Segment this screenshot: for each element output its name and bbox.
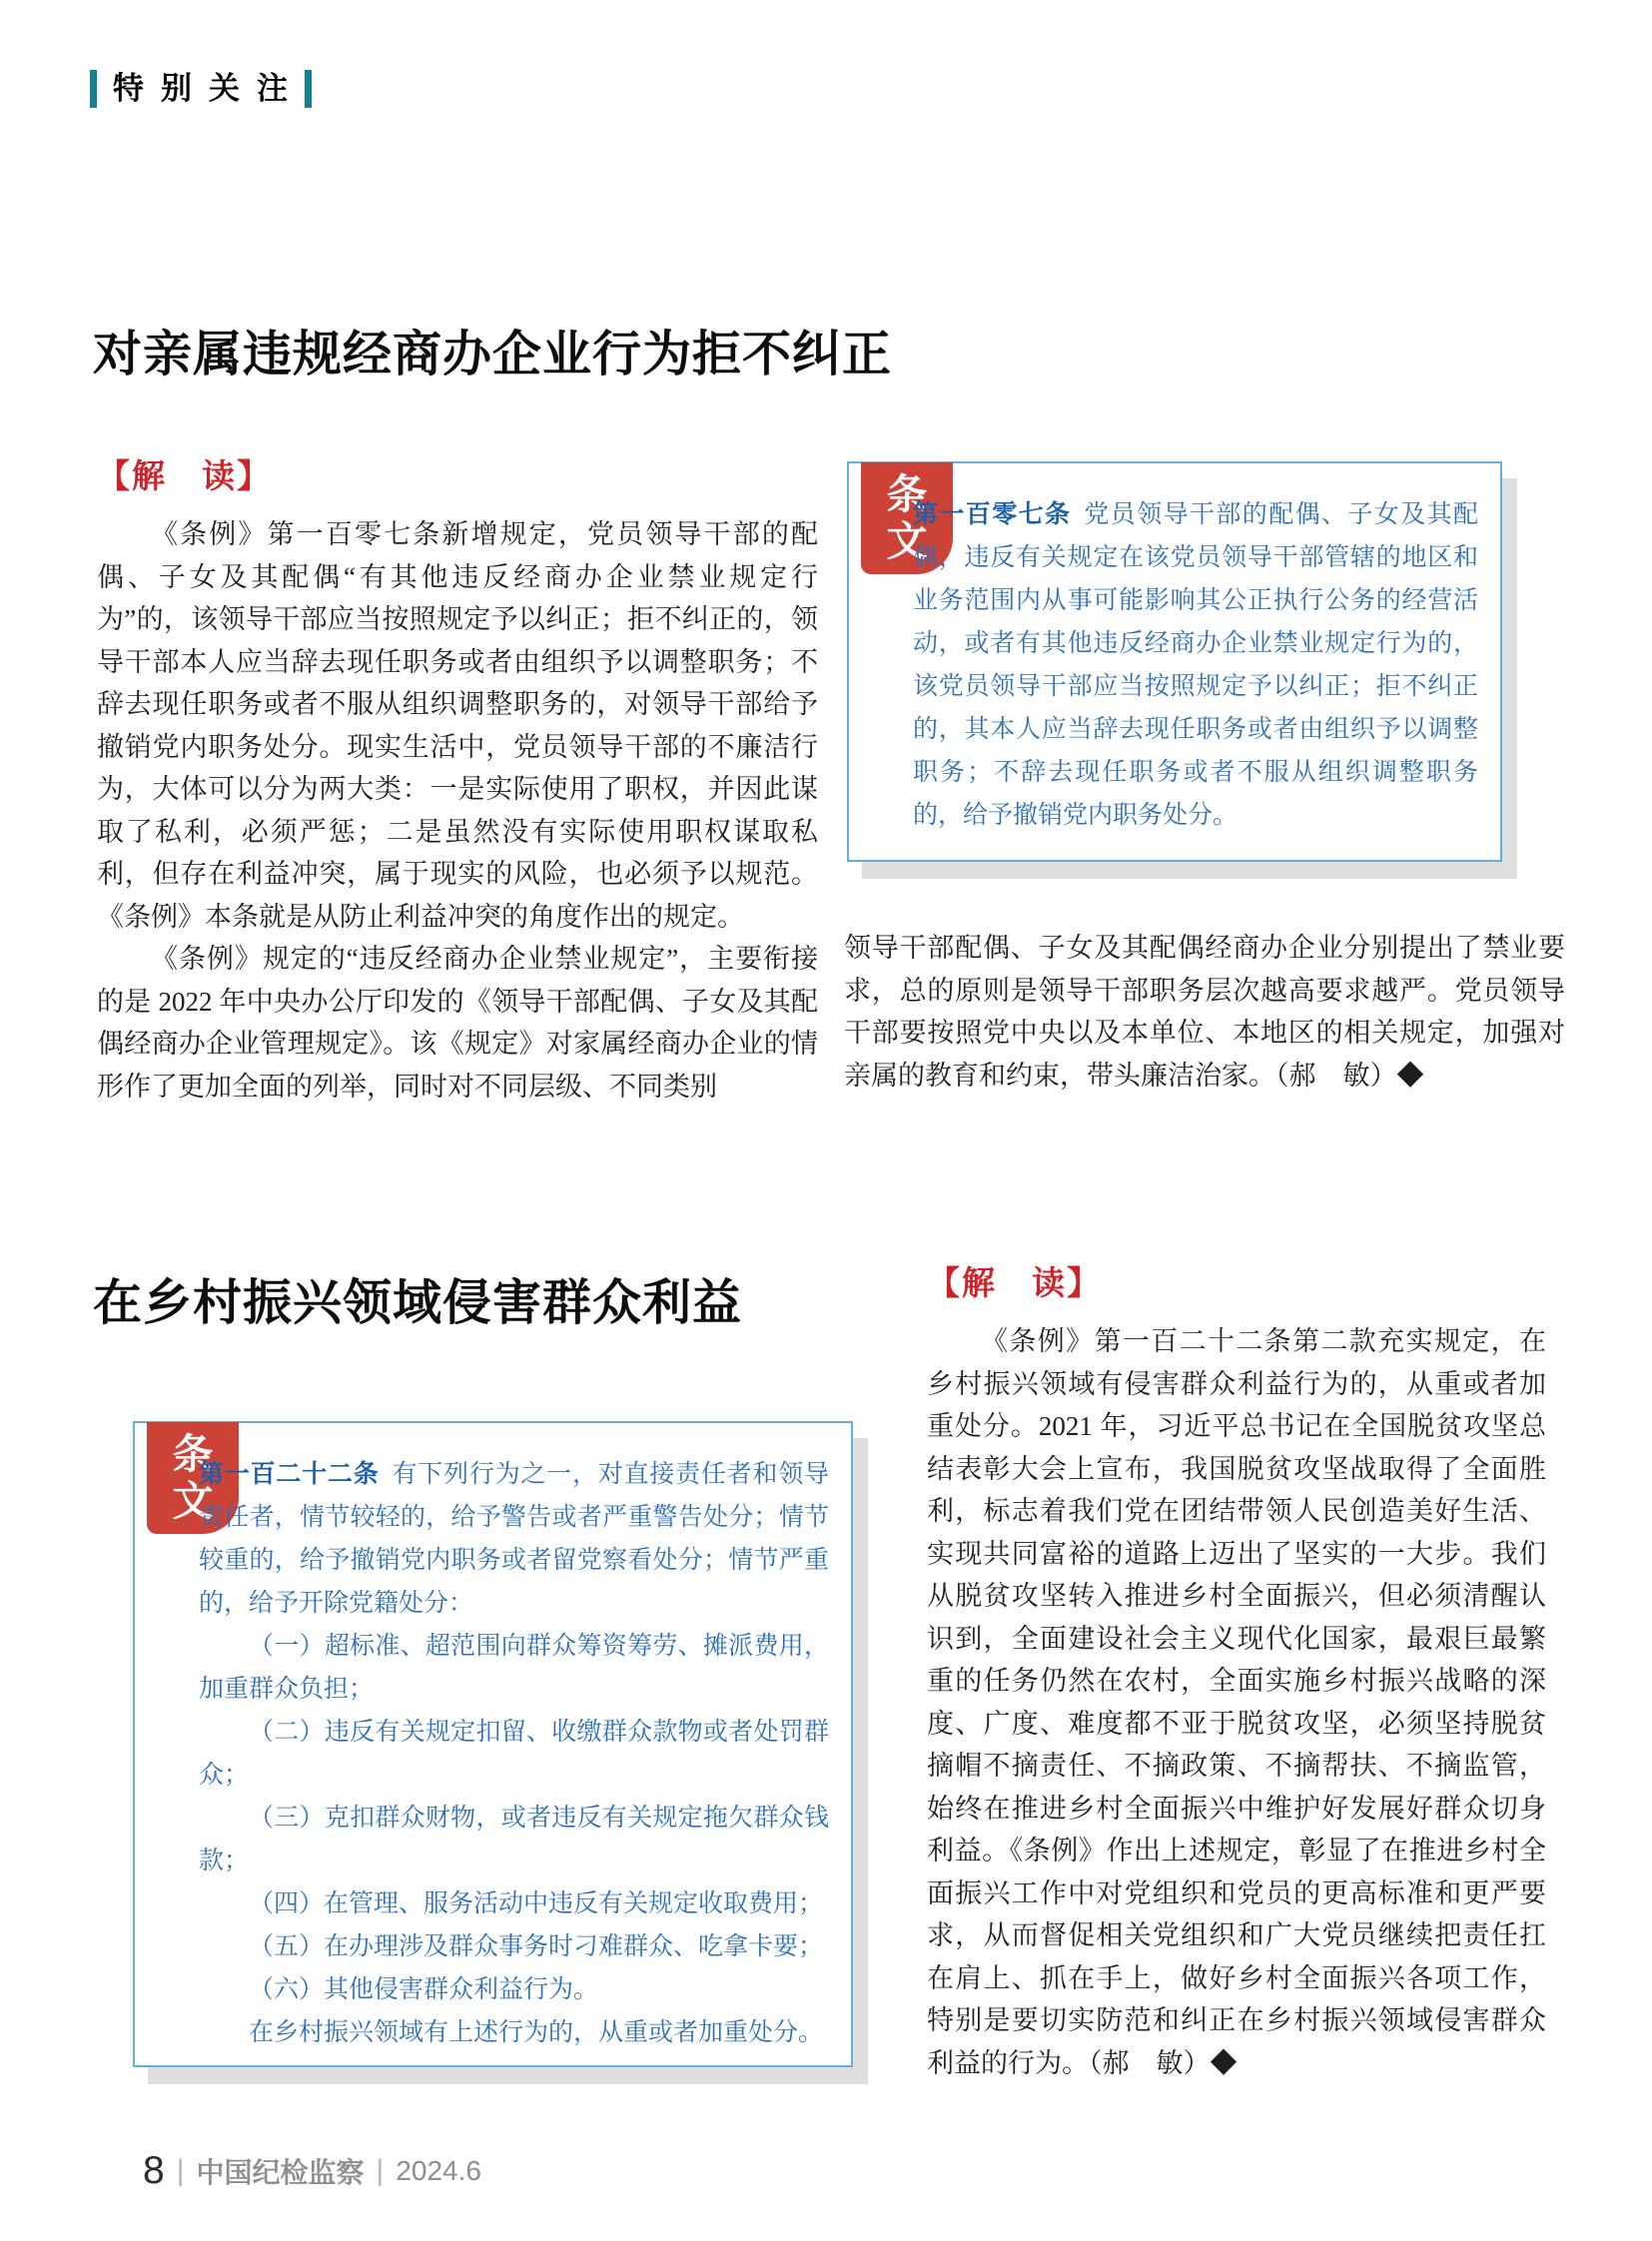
section1-left-column	[97, 457, 818, 1108]
section1-article-body: 党员领导干部的配偶、子女及其配偶，违反有关规定在该党员领导干部管辖的地区和业务范围内从事可能影响其公正执行公务的经营活动，或者有其他违反经商办企业禁业规定行为的，该党员领导干部应当按照规定予以纠正；拒不纠正的，其本人应当辞去现任职务或者由组织予以调整职务；不辞去现任职务或者不服从组织调整职务的，给予撤销党内职务处分。	[913, 500, 1478, 829]
section1-paragraph-1: 《条例》第一百零七条新增规定，党员领导干部的配偶、子女及其配偶“有其他违反经商办企业禁业规定行为”的，该领导干部应当按照规定予以纠正；拒不纠正的，领导干部本人应当辞去现任职务或者由组织予以调整职务；不辞去现任职务或者不服从组织调整职务的，对领导干部给予撤销党内职务处分。现实生活中，党员领导干部的不廉洁行为，大体可以分为两大类：一是实际使用了职权，并因此谋取了私利，必须严惩；二是虽然没有实际使用职权谋取私利，但存在利益冲突，属于现实的风险，也必须予以规范。《条例》本条就是从防止利益冲突的角度作出的规定。	[97, 519, 818, 932]
section2-article-item: （五）在办理涉及群众事务时刁难群众、吃拿卡要；	[249, 1932, 824, 1960]
article-tab-char-2: 文	[886, 518, 928, 564]
page-footer	[143, 2149, 481, 2193]
section2-article-item: （三）克扣群众财物，或者违反有关规定拖欠群众钱款；	[199, 1804, 829, 1874]
section1-article-number: 第一百零七条	[913, 500, 1072, 528]
section2-article-item: （四）在管理、服务活动中违反有关规定收取费用；	[249, 1889, 824, 1917]
page-number: 8	[143, 2149, 165, 2192]
section1-article-box	[847, 461, 1502, 862]
section1-article-text	[913, 493, 1478, 837]
footer-separator: |	[176, 2154, 185, 2187]
eyebrow	[90, 70, 312, 108]
section2-article-closing: 在乡村振兴领域有上述行为的，从重或者加重处分。	[249, 2018, 824, 2046]
section1-interpretation-label: 【解 读】	[97, 459, 272, 495]
section1-paragraph-2: 《条例》规定的“违反经商办企业禁业规定”，主要衔接的是 2022 年中央办公厅印发的《领导干部配偶、子女及其配偶经商办企业管理规定》。该《规定》对家属经商办企业的情形作了更加全面的列举，同时对不同层级、不同类别	[97, 944, 818, 1102]
magazine-name: 中国纪检监察	[196, 2157, 365, 2188]
section1-right-column	[844, 927, 1565, 1097]
article-tab-char-1: 条	[172, 1431, 214, 1477]
section1-continuation: 领导干部配偶、子女及其配偶经商办企业分别提出了禁业要求，总的原则是领导干部职务层次越高要求越严。党员领导干部要按照党中央以及本单位、本地区的相关规定，加强对亲属的教育和约束，带头廉洁治家。（郝 敏）◆	[844, 933, 1565, 1091]
section2-article-item: （一）超标准、超范围向群众筹资筹劳、摊派费用，加重群众负担；	[199, 1632, 829, 1703]
issue-number: 2024.6	[396, 2155, 481, 2186]
article-tab-char-1: 条	[886, 471, 928, 517]
section2-article-box	[133, 1421, 853, 2067]
eyebrow-left-bar-icon	[90, 70, 97, 108]
section2-article-text	[199, 1453, 829, 2054]
section2-interpretation-label: 【解 读】	[927, 1266, 1102, 1302]
section1-title: 对亲属违规经商办企业行为拒不纠正	[93, 328, 893, 381]
section2-article-intro: 有下列行为之一，对直接责任者和领导责任者，情节较轻的，给予警告或者严重警告处分；情节较重的，给予撤销党内职务或者留党察看处分；情节严重的，给予开除党籍处分：	[199, 1460, 829, 1617]
section2-article-item: （二）违反有关规定扣留、收缴群众款物或者处罚群众；	[199, 1718, 829, 1789]
section2-article-item: （六）其他侵害群众利益行为。	[249, 1975, 599, 2003]
eyebrow-label: 特别关注	[113, 71, 305, 106]
footer-separator: |	[376, 2154, 385, 2187]
section2-right-column	[927, 1264, 1546, 2084]
section2-paragraph: 《条例》第一百二十二条第二款充实规定，在乡村振兴领域有侵害群众利益行为的，从重或者加重处分。2021 年，习近平总书记在全国脱贫攻坚总结表彰大会上宣布，我国脱贫攻坚战取得了全面胜利，标志着我们党在团结带领人民创造美好生活、实现共同富裕的道路上迈出了坚实的一大步。我们从脱贫攻坚转入推进乡村全面振兴，但必须清醒认识到，全面建设社会主义现代化国家，最艰巨最繁重的任务仍然在农村，全面实施乡村振兴战略的深度、广度、难度都不亚于脱贫攻坚，必须坚持脱贫摘帽不摘责任、不摘政策、不摘帮扶、不摘监管，始终在推进乡村全面振兴中维护好发展好群众切身利益。《条例》作出上述规定，彰显了在推进乡村全面振兴工作中对党组织和党员的更高标准和更严要求，从而督促相关党组织和广大党员继续把责任扛在肩上、抓在手上，做好乡村全面振兴各项工作，特别是要切实防范和纠正在乡村振兴领域侵害群众利益的行为。（郝 敏）◆	[927, 1326, 1546, 2078]
section2-article-number: 第一百二十二条	[199, 1460, 380, 1488]
article-tab-char-2: 文	[172, 1478, 214, 1524]
section2-title: 在乡村振兴领域侵害群众利益	[93, 1276, 743, 1330]
eyebrow-right-bar-icon	[305, 70, 312, 108]
